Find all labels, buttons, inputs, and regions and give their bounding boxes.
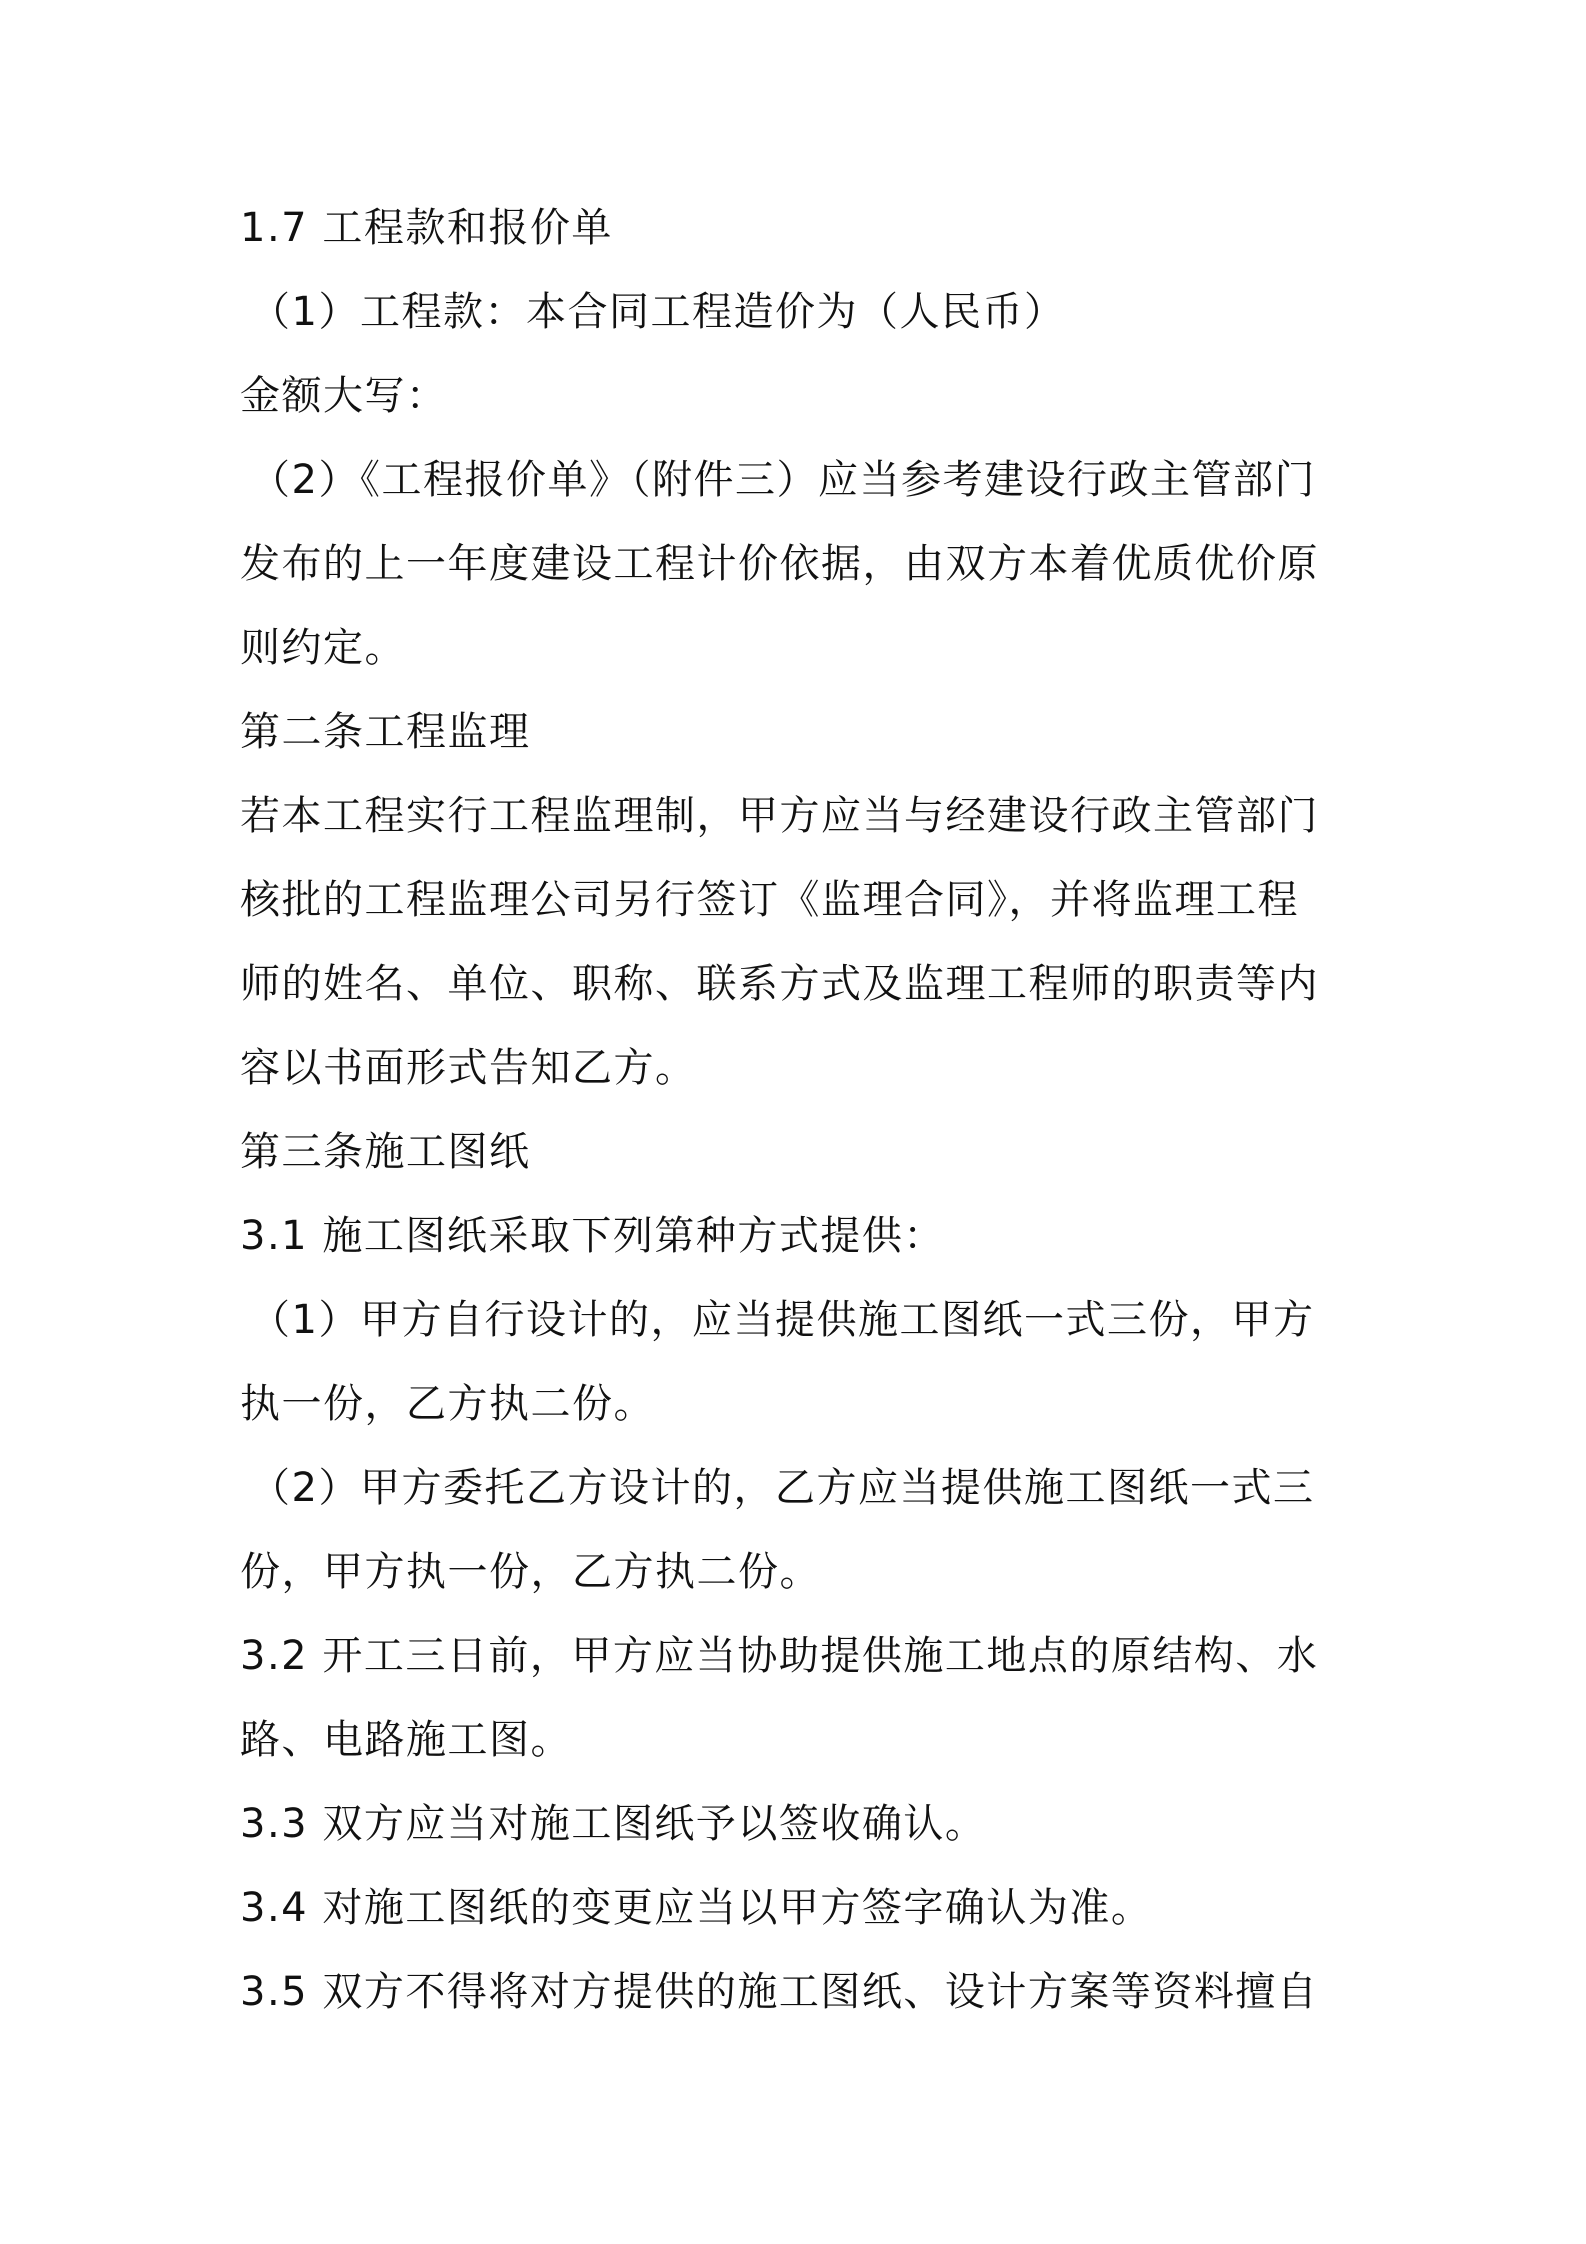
paragraph-line: 容以书面形式告知乙方。 xyxy=(240,1045,697,1091)
article-heading-2: 第二条工程监理 xyxy=(240,709,531,755)
paragraph-line: 3.2 开工三日前，甲方应当协助提供施工地点的原结构、水 xyxy=(240,1633,1319,1679)
paragraph-line: 师的姓名、单位、职称、联系方式及监理工程师的职责等内 xyxy=(240,961,1319,1007)
paragraph-line: 则约定。 xyxy=(240,625,406,671)
paragraph-line: 3.3 双方应当对施工图纸予以签收确认。 xyxy=(240,1801,987,1847)
article-heading-3: 第三条施工图纸 xyxy=(240,1129,531,1175)
paragraph-line: 核批的工程监理公司另行签订《监理合同》，并将监理工程 xyxy=(240,877,1299,923)
paragraph-line: （2）《工程报价单》（附件三）应当参考建设行政主管部门 xyxy=(250,457,1316,503)
paragraph-line: （1）甲方自行设计的，应当提供施工图纸一式三份，甲方 xyxy=(250,1297,1315,1343)
paragraph-line: （1）工程款：本合同工程造价为（人民币） xyxy=(250,289,1066,335)
paragraph-line: （2）甲方委托乙方设计的，乙方应当提供施工图纸一式三 xyxy=(250,1465,1315,1511)
paragraph-line: 执一份，乙方执二份。 xyxy=(240,1381,655,1427)
document-body xyxy=(240,186,1360,2034)
paragraph-line: 3.4 对施工图纸的变更应当以甲方签字确认为准。 xyxy=(240,1885,1153,1931)
paragraph-line: 3.1 施工图纸采取下列第种方式提供： xyxy=(240,1213,945,1259)
section-heading-1-7: 1.7 工程款和报价单 xyxy=(240,205,613,251)
paragraph-line: 份，甲方执一份，乙方执二份。 xyxy=(240,1549,821,1595)
paragraph-line: 3.5 双方不得将对方提供的施工图纸、设计方案等资料擅自 xyxy=(240,1969,1319,2015)
paragraph-line: 若本工程实行工程监理制，甲方应当与经建设行政主管部门 xyxy=(240,793,1319,839)
paragraph-line: 发布的上一年度建设工程计价依据，由双方本着优质优价原 xyxy=(240,541,1319,587)
paragraph-line: 金额大写： xyxy=(240,373,448,419)
paragraph-line: 路、电路施工图。 xyxy=(240,1717,572,1763)
